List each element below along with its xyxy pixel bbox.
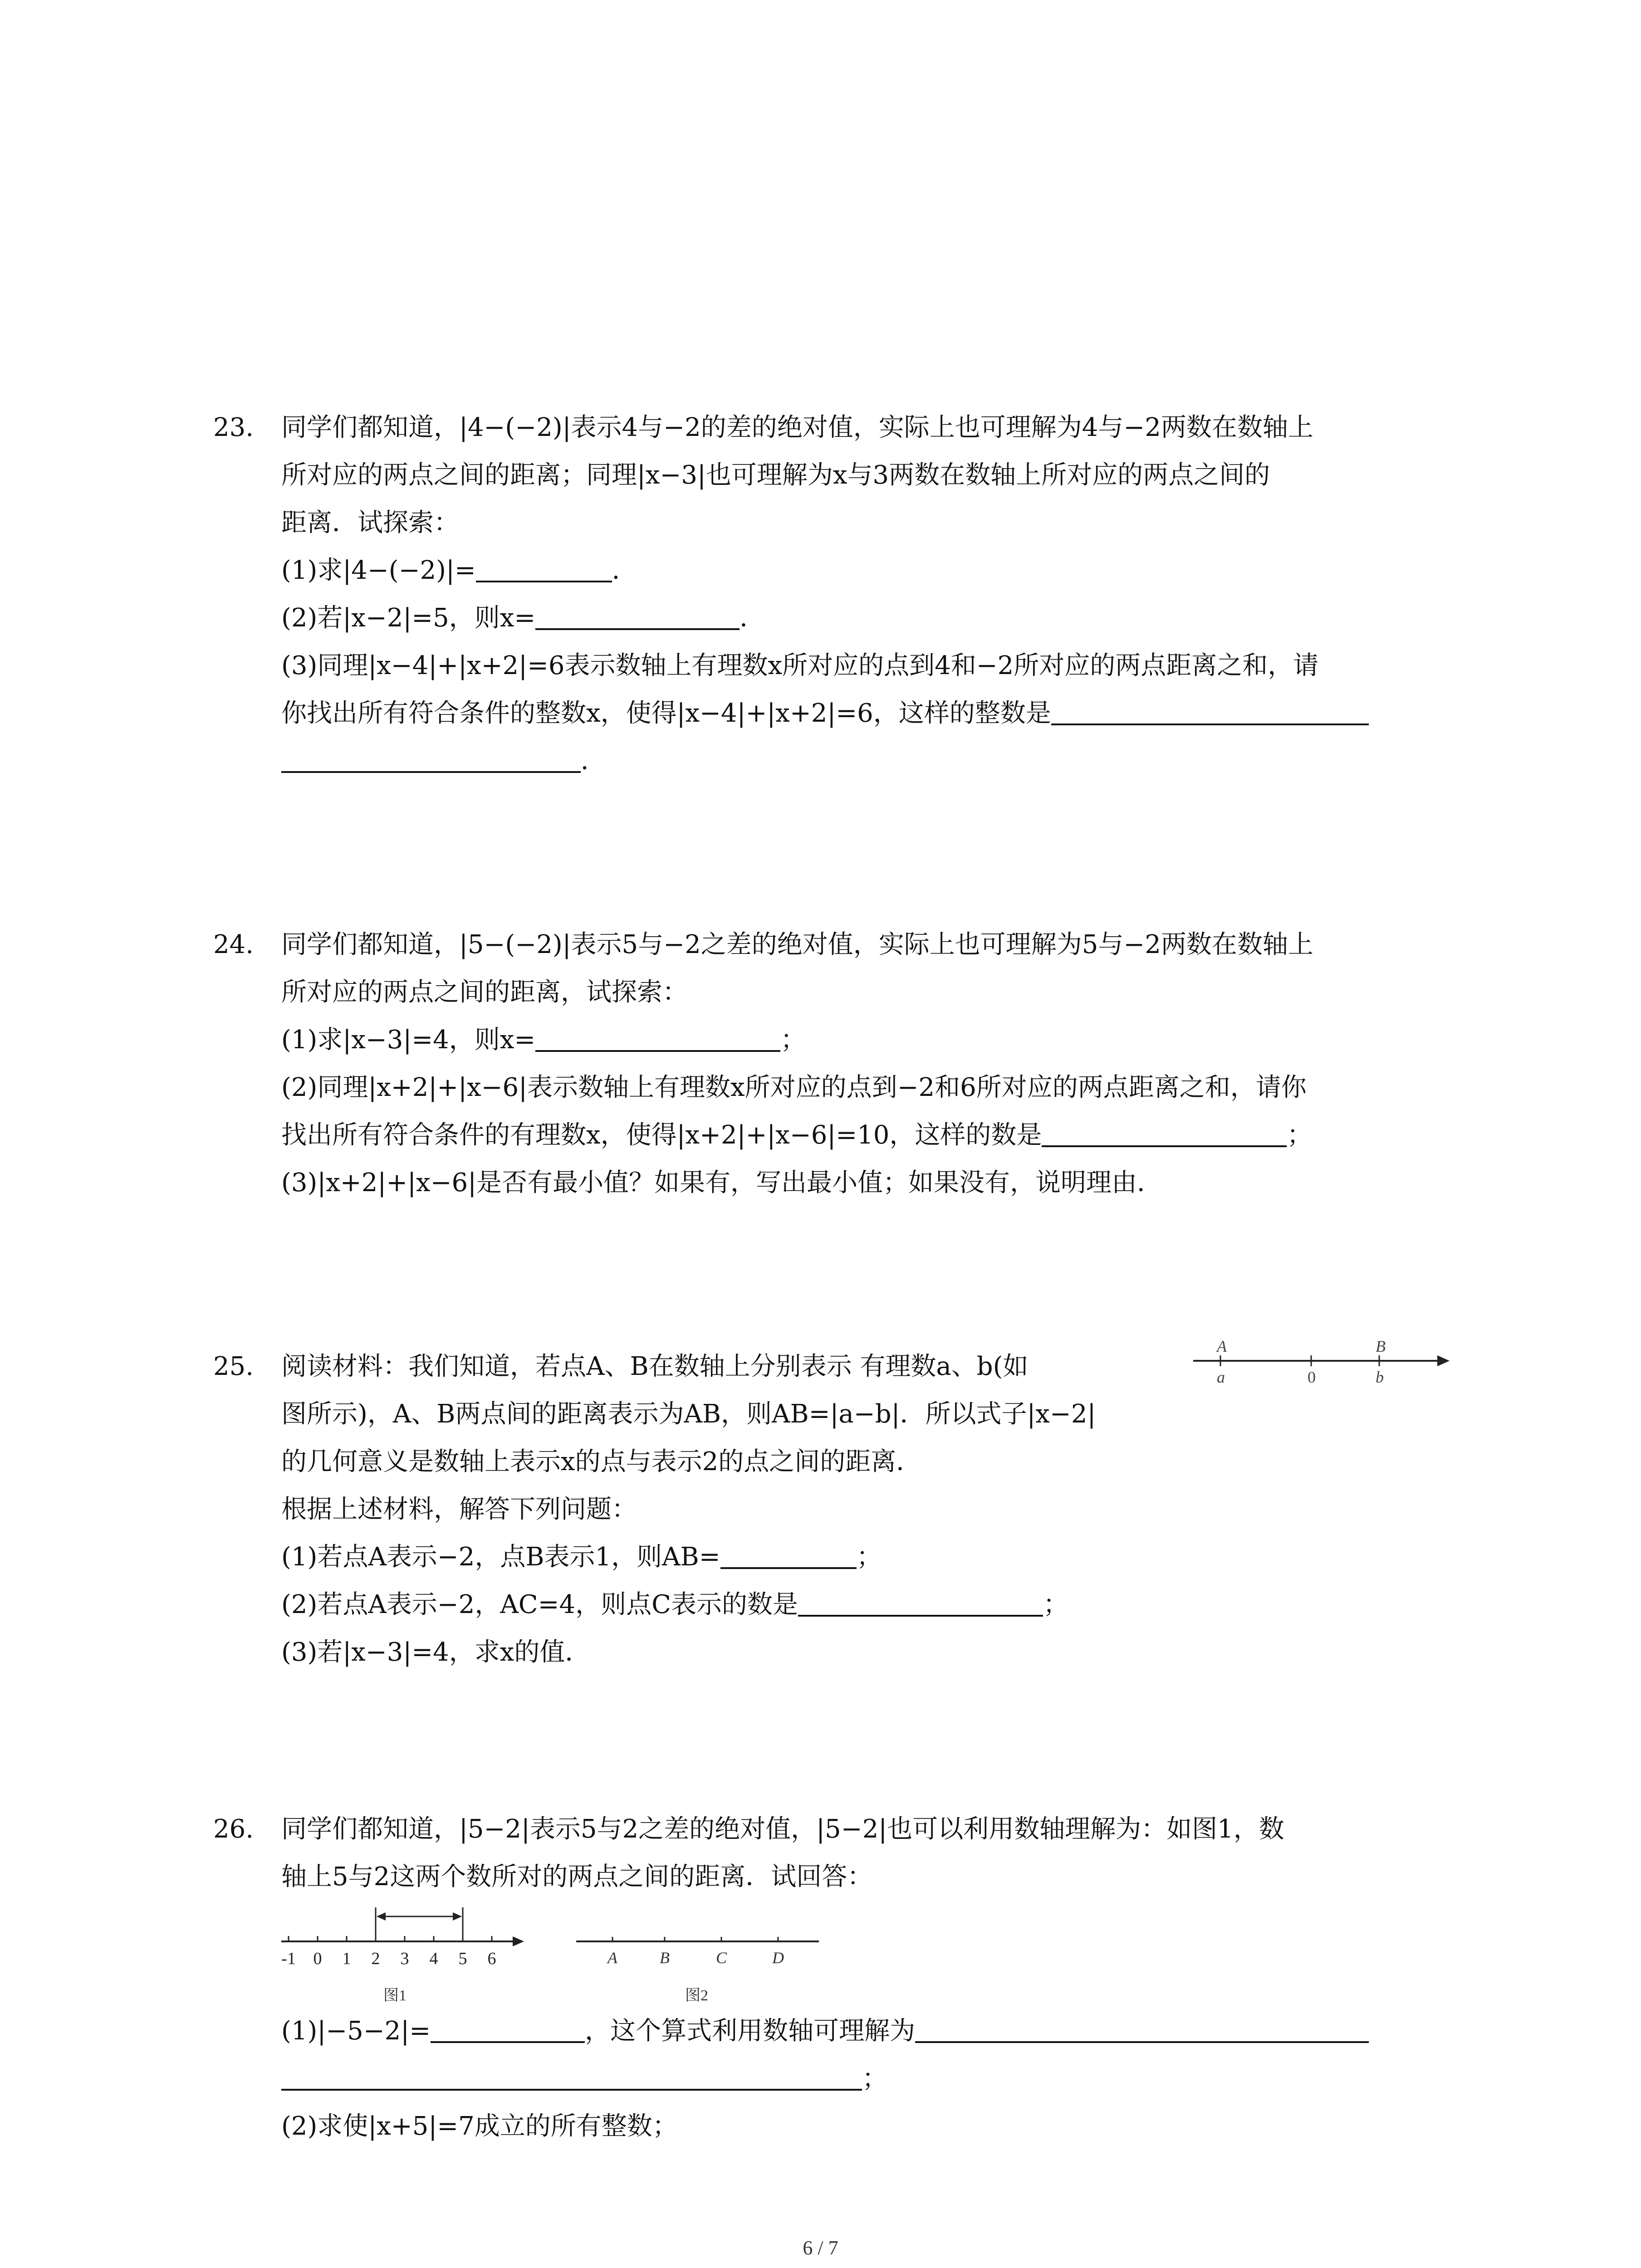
arrow-right-icon bbox=[513, 1936, 524, 1946]
arrow-right-icon bbox=[1437, 1355, 1450, 1366]
question-number: 23. bbox=[213, 413, 254, 442]
part-3-text: (3)若|x−3|=4，求x的值． bbox=[281, 1637, 591, 1667]
figure-caption: 图1 bbox=[383, 1987, 407, 2004]
point-label: B bbox=[660, 1949, 670, 1967]
question-23: 23. 同学们都知道，|4−(−2)|表示4与−2的差的绝对值，实际上也可理解为4与−2两数在数轴上 所对应的两点之间的距离；同理|x−3|也可理解为x与3两数在数轴上所对应的两点之间的 距离．试探索： (1)求|4−(−2)|= ． (2)若|x−2|=5，则x= ． (3)同理|x−4|+|x+2|=6表示数轴上有理数x所对应的点到4和−2所对应的两点距离之和，请 你找出所有符合条件的整数x，使得|x−4|+|x+2|=6，这样的整数是 ． bbox=[218, 404, 1452, 785]
answer-blank[interactable] bbox=[1042, 1118, 1287, 1147]
tick-label: 4 bbox=[429, 1949, 438, 1968]
value-label-a: a bbox=[1217, 1368, 1225, 1386]
tick-label: 1 bbox=[342, 1949, 351, 1968]
value-label-zero: 0 bbox=[1308, 1368, 1316, 1386]
tick-label: 6 bbox=[487, 1949, 496, 1968]
question-text: 轴上5与2这两个数所对的两点之间的距离．试回答： bbox=[281, 1862, 873, 1892]
number-line-figure-ab bbox=[1189, 1334, 1452, 1393]
question-number: 25. bbox=[213, 1352, 254, 1381]
answer-blank[interactable] bbox=[535, 1023, 780, 1052]
part-3-text: (3)同理|x−4|+|x+2|=6表示数轴上有理数x所对应的点到4和−2所对应的两点距离之和，请 bbox=[281, 651, 1319, 680]
point-label-A: A bbox=[1217, 1337, 1227, 1355]
question-text: 的几何意义是数轴上表示x的点与表示2的点之间的距离． bbox=[281, 1447, 922, 1476]
tick-label: 3 bbox=[400, 1949, 409, 1968]
part-2-text: (2)求使|x+5|=7成立的所有整数； bbox=[281, 2112, 678, 2141]
question-text: 所对应的两点之间的距离；同理|x−3|也可理解为x与3两数在数轴上所对应的两点之间的 bbox=[281, 460, 1270, 490]
part-2-text: (2)若|x−2|=5，则x= bbox=[281, 603, 536, 633]
question-text: 所对应的两点之间的距离，试探索： bbox=[281, 978, 688, 1007]
question-text: 阅读材料：我们知道，若点A、B在数轴上分别表示 有理数a、b(如 bbox=[281, 1352, 1029, 1381]
question-number: 26. bbox=[213, 1814, 254, 1844]
answer-blank[interactable] bbox=[720, 1540, 857, 1569]
question-25: 25. 阅读材料：我们知道，若点A、B在数轴上分别表示 有理数a、b(如 图所示)，A、B两点间的距离表示为AB，则AB=|a−b|．所以式子|x−2| 的几何意义是数轴上表示x的点与表示2的点之间的距离． 根据上述材料，解答下列问题： (1)若点A表示−2，点B表示1，则AB= ； (2)若点A表示−2，AC=4，则点C表示的数是 ； (3)若|x−3|=4，求x的值． bbox=[218, 1343, 1452, 1676]
page-number: 6 / 7 bbox=[803, 2237, 838, 2259]
question-text: 根据上述材料，解答下列问题： bbox=[281, 1495, 637, 1524]
tick-label: 0 bbox=[313, 1949, 322, 1968]
answer-blank[interactable] bbox=[1051, 696, 1369, 725]
arrow-left-icon bbox=[377, 1912, 386, 1921]
point-label-B: B bbox=[1376, 1337, 1386, 1355]
question-26-parts: (1)|−5−2|= ，这个算式利用数轴可理解为 ； (2)求使|x+5|=7成立的所有整数； bbox=[218, 2007, 1452, 2150]
part-3-text: 你找出所有符合条件的整数x，使得|x−4|+|x+2|=6，这样的整数是 bbox=[281, 699, 1051, 728]
answer-blank[interactable] bbox=[476, 553, 612, 582]
answer-blank[interactable] bbox=[431, 2014, 585, 2043]
point-label: A bbox=[607, 1949, 617, 1967]
question-text: 图所示)，A、B两点间的距离表示为AB，则AB=|a−b|．所以式子|x−2| bbox=[281, 1399, 1096, 1429]
answer-blank[interactable] bbox=[535, 601, 740, 630]
part-2-text: (2)若点A表示−2，AC=4，则点C表示的数是 bbox=[281, 1590, 798, 1619]
tick-label: 2 bbox=[371, 1949, 380, 1968]
figure-caption: 图2 bbox=[685, 1987, 708, 2004]
question-24: 24. 同学们都知道，|5−(−2)|表示5与−2之差的绝对值，实际上也可理解为5与−2两数在数轴上 所对应的两点之间的距离，试探索： (1)求|x−3|=4，则x= ； (2)同理|x+2|+|x−6|表示数轴上有理数x所对应的点到−2和6所对应的两点距离之和，请你 找出所有符合条件的有理数x，使得|x+2|+|x−6|=10，这样的数是 ； (3)|x+2|+|x−6|是否有最小值？如果有，写出最小值；如果没有，说明理由． bbox=[218, 921, 1452, 1207]
arrow-right-icon bbox=[453, 1912, 462, 1921]
answer-blank[interactable] bbox=[281, 2062, 862, 2091]
part-2-text: 找出所有符合条件的有理数x，使得|x+2|+|x−6|=10，这样的数是 bbox=[281, 1120, 1042, 1150]
part-2-text: (2)同理|x+2|+|x−6|表示数轴上有理数x所对应的点到−2和6所对应的两点距离之和，请你 bbox=[281, 1073, 1307, 1102]
part-1-text: (1)求|x−3|=4，则x= bbox=[281, 1025, 536, 1055]
figure-2-number-line bbox=[572, 1910, 826, 2014]
part-1-text: (1)若点A表示−2，点B表示1，则AB= bbox=[281, 1542, 720, 1572]
part-3-text: (3)|x+2|+|x−6|是否有最小值？如果有，写出最小值；如果没有，说明理由． bbox=[281, 1168, 1162, 1198]
figure-1-number-line bbox=[272, 1896, 526, 2014]
answer-blank[interactable] bbox=[798, 1588, 1043, 1617]
point-label: D bbox=[772, 1949, 784, 1967]
tick-label: -1 bbox=[281, 1949, 296, 1968]
answer-blank[interactable] bbox=[281, 744, 581, 773]
part-1-text: (1)求|4−(−2)|= bbox=[281, 556, 476, 585]
question-text: 同学们都知道，|5−(−2)|表示5与−2之差的绝对值，实际上也可理解为5与−2两数在数轴上 bbox=[281, 930, 1313, 959]
question-text: 同学们都知道，|4−(−2)|表示4与−2的差的绝对值，实际上也可理解为4与−2两数在数轴上 bbox=[281, 413, 1313, 442]
value-label-b: b bbox=[1376, 1368, 1384, 1386]
question-text: 距离．试探索： bbox=[281, 508, 459, 538]
question-number: 24. bbox=[213, 930, 254, 959]
tick-label: 5 bbox=[458, 1949, 467, 1968]
question-26 bbox=[213, 1805, 1452, 1901]
question-text: 同学们都知道，|5−2|表示5与2之差的绝对值，|5−2|也可以利用数轴理解为：如图1，数 bbox=[281, 1814, 1284, 1844]
point-label: C bbox=[715, 1949, 727, 1967]
answer-blank[interactable] bbox=[915, 2014, 1369, 2043]
part-1-text: (1)|−5−2|= bbox=[281, 2016, 431, 2046]
